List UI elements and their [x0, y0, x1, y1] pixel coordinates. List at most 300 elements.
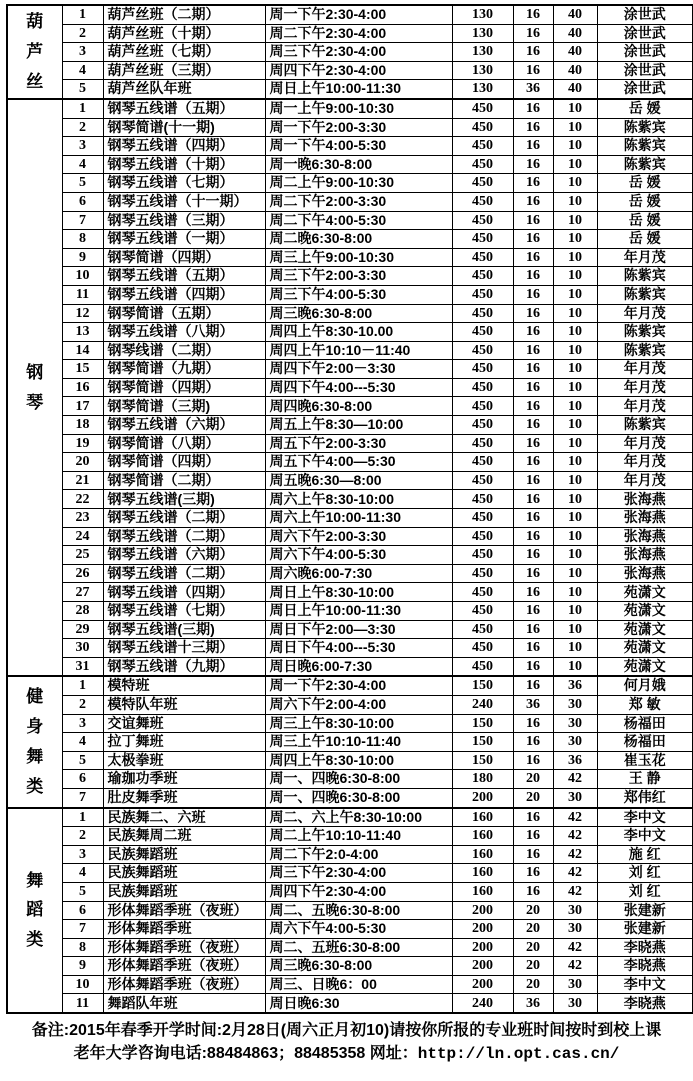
row-index-cell: 18 [62, 416, 103, 435]
row-index-cell: 4 [62, 155, 103, 174]
class-name-cell: 形体舞蹈季班 [103, 920, 265, 939]
class-name-cell: 形体舞蹈季班（夜班） [103, 901, 265, 920]
category-cell: 葫 芦 丝 [7, 5, 62, 99]
time-cell: 周一下午2:30-4:00 [265, 676, 452, 695]
table-row [7, 118, 693, 137]
time-cell: 周二上午10:10-11:40 [265, 827, 452, 846]
class-name-cell: 模特队年班 [103, 695, 265, 714]
time-cell: 周四上午10:10－11:40 [265, 341, 452, 360]
sessions-cell: 16 [513, 845, 553, 864]
fee-cell: 450 [452, 248, 513, 267]
capacity-cell: 42 [553, 882, 597, 901]
table-row [7, 80, 693, 99]
teacher-cell: 张建新 [597, 920, 693, 939]
table-row [7, 341, 693, 360]
row-index-cell: 12 [62, 304, 103, 323]
capacity-cell: 10 [553, 360, 597, 379]
fee-cell: 450 [452, 564, 513, 583]
fee-cell: 160 [452, 845, 513, 864]
sessions-cell: 16 [513, 285, 553, 304]
teacher-cell: 张建新 [597, 901, 693, 920]
fee-cell: 450 [452, 657, 513, 676]
sessions-cell: 20 [513, 920, 553, 939]
class-name-cell: 钢琴五线谱（八期） [103, 323, 265, 342]
table-row [7, 751, 693, 770]
teacher-cell: 陈紫宾 [597, 285, 693, 304]
sessions-cell: 16 [513, 583, 553, 602]
class-name-cell: 钢琴五线谱（三期） [103, 211, 265, 230]
row-index-cell: 4 [62, 733, 103, 752]
time-cell: 周二、五班6:30-8:00 [265, 938, 452, 957]
capacity-cell: 10 [553, 304, 597, 323]
teacher-cell: 年月茂 [597, 453, 693, 472]
row-index-cell: 3 [62, 137, 103, 156]
teacher-cell: 苑潇文 [597, 639, 693, 658]
class-name-cell: 模特班 [103, 676, 265, 695]
time-cell: 周一晚6:30-8:00 [265, 155, 452, 174]
class-name-cell: 瑜珈功季班 [103, 770, 265, 789]
teacher-cell: 涂世武 [597, 24, 693, 43]
table-row [7, 975, 693, 994]
fee-cell: 160 [452, 864, 513, 883]
row-index-cell: 3 [62, 845, 103, 864]
fee-cell: 150 [452, 733, 513, 752]
capacity-cell: 10 [553, 192, 597, 211]
class-name-cell: 民族舞蹈班 [103, 864, 265, 883]
row-index-cell: 15 [62, 360, 103, 379]
capacity-cell: 10 [553, 490, 597, 509]
time-cell: 周五下午4:00—5:30 [265, 453, 452, 472]
sessions-cell: 36 [513, 994, 553, 1013]
time-cell: 周日下午4:00---5:30 [265, 639, 452, 658]
time-cell: 周二下午2:0-4:00 [265, 845, 452, 864]
row-index-cell: 14 [62, 341, 103, 360]
class-name-cell: 钢琴简谱（四期） [103, 248, 265, 267]
table-row [7, 676, 693, 695]
teacher-cell: 陈紫宾 [597, 267, 693, 286]
row-index-cell: 11 [62, 994, 103, 1013]
row-index-cell: 2 [62, 827, 103, 846]
fee-cell: 450 [452, 378, 513, 397]
table-row [7, 285, 693, 304]
class-name-cell: 钢琴简谱（八期） [103, 434, 265, 453]
teacher-cell: 岳 媛 [597, 192, 693, 211]
time-cell: 周四晚6:30-8:00 [265, 397, 452, 416]
teacher-cell: 陈紫宾 [597, 341, 693, 360]
row-index-cell: 5 [62, 174, 103, 193]
teacher-cell: 张海燕 [597, 527, 693, 546]
time-cell: 周一、四晚6:30-8:00 [265, 770, 452, 789]
teacher-cell: 岳 媛 [597, 99, 693, 118]
sessions-cell: 16 [513, 639, 553, 658]
table-row [7, 657, 693, 676]
time-cell: 周二、六上午8:30-10:00 [265, 808, 452, 827]
school-website-link[interactable]: http://ln.opt.cas.cn/ [417, 1045, 620, 1064]
capacity-cell: 40 [553, 43, 597, 62]
fee-cell: 450 [452, 341, 513, 360]
table-row [7, 882, 693, 901]
teacher-cell: 崔玉花 [597, 751, 693, 770]
time-cell: 周六下午4:00-5:30 [265, 546, 452, 565]
class-name-cell: 钢琴五线谱（四期） [103, 583, 265, 602]
sessions-cell: 20 [513, 938, 553, 957]
row-index-cell: 6 [62, 901, 103, 920]
capacity-cell: 30 [553, 733, 597, 752]
table-row [7, 994, 693, 1013]
capacity-cell: 30 [553, 920, 597, 939]
teacher-cell: 苑潇文 [597, 583, 693, 602]
table-row [7, 360, 693, 379]
capacity-cell: 42 [553, 770, 597, 789]
sessions-cell: 16 [513, 5, 553, 24]
row-index-cell: 8 [62, 230, 103, 249]
table-row [7, 323, 693, 342]
time-cell: 周六上午10:00-11:30 [265, 509, 452, 528]
sessions-cell: 16 [513, 416, 553, 435]
capacity-cell: 10 [553, 527, 597, 546]
fee-cell: 450 [452, 527, 513, 546]
teacher-cell: 郑 敏 [597, 695, 693, 714]
time-cell: 周日下午2:00—3:30 [265, 620, 452, 639]
table-row [7, 471, 693, 490]
sessions-cell: 16 [513, 471, 553, 490]
fee-cell: 160 [452, 827, 513, 846]
class-name-cell: 钢琴五线谱（四期） [103, 137, 265, 156]
teacher-cell: 年月茂 [597, 248, 693, 267]
sessions-cell: 16 [513, 882, 553, 901]
table-row [7, 416, 693, 435]
fee-cell: 200 [452, 957, 513, 976]
row-index-cell: 6 [62, 192, 103, 211]
table-row [7, 230, 693, 249]
fee-cell: 450 [452, 118, 513, 137]
row-index-cell: 17 [62, 397, 103, 416]
fee-cell: 450 [452, 174, 513, 193]
capacity-cell: 10 [553, 471, 597, 490]
row-index-cell: 2 [62, 24, 103, 43]
capacity-cell: 10 [553, 99, 597, 118]
fee-cell: 130 [452, 61, 513, 80]
time-cell: 周二下午2:30-4:00 [265, 24, 452, 43]
time-cell: 周三下午2:30-4:00 [265, 43, 452, 62]
row-index-cell: 27 [62, 583, 103, 602]
time-cell: 周四下午2:30-4:00 [265, 882, 452, 901]
capacity-cell: 10 [553, 230, 597, 249]
sessions-cell: 16 [513, 211, 553, 230]
time-cell: 周日晚6:00-7:30 [265, 657, 452, 676]
row-index-cell: 5 [62, 751, 103, 770]
table-row [7, 61, 693, 80]
schedule-table-body [7, 5, 693, 1013]
sessions-cell: 16 [513, 304, 553, 323]
teacher-cell: 施 红 [597, 845, 693, 864]
fee-cell: 150 [452, 676, 513, 695]
class-name-cell: 钢琴五线谱（二期） [103, 527, 265, 546]
row-index-cell: 4 [62, 864, 103, 883]
teacher-cell: 陈紫宾 [597, 323, 693, 342]
teacher-cell: 年月茂 [597, 304, 693, 323]
table-row [7, 43, 693, 62]
row-index-cell: 22 [62, 490, 103, 509]
teacher-cell: 涂世武 [597, 80, 693, 99]
teacher-cell: 年月茂 [597, 378, 693, 397]
row-index-cell: 28 [62, 602, 103, 621]
class-name-cell: 钢琴简谱（五期） [103, 304, 265, 323]
class-name-cell: 钢琴五线谱（二期） [103, 509, 265, 528]
class-name-cell: 葫芦丝队年班 [103, 80, 265, 99]
table-row [7, 397, 693, 416]
capacity-cell: 10 [553, 453, 597, 472]
time-cell: 周三下午2:00-3:30 [265, 267, 452, 286]
time-cell: 周一下午2:30-4:00 [265, 5, 452, 24]
table-row [7, 639, 693, 658]
time-cell: 周一、四晚6:30-8:00 [265, 788, 452, 807]
time-cell: 周六下午4:00-5:30 [265, 920, 452, 939]
class-name-cell: 民族舞蹈班 [103, 845, 265, 864]
teacher-cell: 刘 红 [597, 882, 693, 901]
capacity-cell: 40 [553, 24, 597, 43]
capacity-cell: 36 [553, 676, 597, 695]
table-row [7, 583, 693, 602]
sessions-cell: 16 [513, 864, 553, 883]
fee-cell: 130 [452, 24, 513, 43]
fee-cell: 130 [452, 80, 513, 99]
sessions-cell: 16 [513, 397, 553, 416]
fee-cell: 130 [452, 5, 513, 24]
sessions-cell: 16 [513, 527, 553, 546]
sessions-cell: 16 [513, 751, 553, 770]
class-name-cell: 钢琴五线谱（五期） [103, 267, 265, 286]
teacher-cell: 陈紫宾 [597, 155, 693, 174]
time-cell: 周二晚6:30-8:00 [265, 230, 452, 249]
fee-cell: 450 [452, 397, 513, 416]
class-name-cell: 钢琴简谱（四期） [103, 378, 265, 397]
time-cell: 周五上午8:30—10:00 [265, 416, 452, 435]
time-cell: 周六下午2:00-4:00 [265, 695, 452, 714]
capacity-cell: 10 [553, 341, 597, 360]
capacity-cell: 10 [553, 639, 597, 658]
time-cell: 周三晚6:30-8:00 [265, 304, 452, 323]
capacity-cell: 10 [553, 657, 597, 676]
table-row [7, 788, 693, 807]
fee-cell: 180 [452, 770, 513, 789]
row-index-cell: 29 [62, 620, 103, 639]
capacity-cell: 10 [553, 509, 597, 528]
fee-cell: 450 [452, 434, 513, 453]
capacity-cell: 42 [553, 808, 597, 827]
class-name-cell: 葫芦丝班（十期） [103, 24, 265, 43]
fee-cell: 450 [452, 285, 513, 304]
class-name-cell: 钢琴简谱（三期) [103, 397, 265, 416]
time-cell: 周三上午8:30-10:00 [265, 714, 452, 733]
time-cell: 周三上午10:10-11:40 [265, 733, 452, 752]
teacher-cell: 陈紫宾 [597, 416, 693, 435]
fee-cell: 450 [452, 471, 513, 490]
fee-cell: 450 [452, 620, 513, 639]
class-name-cell: 舞蹈队年班 [103, 994, 265, 1013]
teacher-cell: 涂世武 [597, 43, 693, 62]
table-row [7, 304, 693, 323]
capacity-cell: 10 [553, 416, 597, 435]
class-name-cell: 钢琴简谱（二期） [103, 471, 265, 490]
class-name-cell: 形体舞蹈季班（夜班） [103, 975, 265, 994]
capacity-cell: 30 [553, 714, 597, 733]
sessions-cell: 16 [513, 657, 553, 676]
row-index-cell: 8 [62, 938, 103, 957]
course-schedule-table [6, 4, 693, 1014]
fee-cell: 200 [452, 975, 513, 994]
capacity-cell: 30 [553, 695, 597, 714]
row-index-cell: 9 [62, 957, 103, 976]
class-name-cell: 钢琴线谱（二期） [103, 341, 265, 360]
fee-cell: 450 [452, 192, 513, 211]
class-name-cell: 钢琴五线谱十三期） [103, 639, 265, 658]
time-cell: 周三、日晚6：00 [265, 975, 452, 994]
row-index-cell: 24 [62, 527, 103, 546]
fee-cell: 450 [452, 416, 513, 435]
class-name-cell: 钢琴五线谱（四期） [103, 285, 265, 304]
class-name-cell: 钢琴简谱（九期） [103, 360, 265, 379]
row-index-cell: 10 [62, 975, 103, 994]
time-cell: 周四下午2:00－3:30 [265, 360, 452, 379]
class-name-cell: 民族舞周二班 [103, 827, 265, 846]
capacity-cell: 30 [553, 901, 597, 920]
teacher-cell: 岳 媛 [597, 174, 693, 193]
table-row [7, 564, 693, 583]
fee-cell: 450 [452, 137, 513, 156]
teacher-cell: 张海燕 [597, 490, 693, 509]
class-name-cell: 葫芦丝班（二期） [103, 5, 265, 24]
sessions-cell: 16 [513, 733, 553, 752]
sessions-cell: 16 [513, 564, 553, 583]
sessions-cell: 16 [513, 490, 553, 509]
class-name-cell: 钢琴五线谱（七期） [103, 602, 265, 621]
table-row [7, 695, 693, 714]
time-cell: 周三下午2:30-4:00 [265, 864, 452, 883]
time-cell: 周四下午4:00---5:30 [265, 378, 452, 397]
fee-cell: 240 [452, 695, 513, 714]
fee-cell: 450 [452, 211, 513, 230]
row-index-cell: 26 [62, 564, 103, 583]
sessions-cell: 16 [513, 323, 553, 342]
time-cell: 周四下午2:30-4:00 [265, 61, 452, 80]
class-name-cell: 拉丁舞班 [103, 733, 265, 752]
table-row [7, 99, 693, 118]
class-name-cell: 钢琴五线谱（十期） [103, 155, 265, 174]
fee-cell: 450 [452, 230, 513, 249]
row-index-cell: 5 [62, 882, 103, 901]
time-cell: 周四上午8:30-10:00 [265, 751, 452, 770]
sessions-cell: 16 [513, 602, 553, 621]
teacher-cell: 李晓燕 [597, 938, 693, 957]
sessions-cell: 36 [513, 80, 553, 99]
class-name-cell: 形体舞蹈季班（夜班） [103, 957, 265, 976]
table-row [7, 827, 693, 846]
teacher-cell: 年月茂 [597, 434, 693, 453]
teacher-cell: 郑伟红 [597, 788, 693, 807]
table-row [7, 938, 693, 957]
sessions-cell: 36 [513, 695, 553, 714]
sessions-cell: 16 [513, 714, 553, 733]
capacity-cell: 10 [553, 137, 597, 156]
class-name-cell: 钢琴五线谱（七期） [103, 174, 265, 193]
fee-cell: 450 [452, 323, 513, 342]
sessions-cell: 16 [513, 509, 553, 528]
teacher-cell: 涂世武 [597, 5, 693, 24]
class-name-cell: 肚皮舞季班 [103, 788, 265, 807]
teacher-cell: 李中文 [597, 808, 693, 827]
row-index-cell: 4 [62, 61, 103, 80]
time-cell: 周一下午4:00-5:30 [265, 137, 452, 156]
teacher-cell: 张海燕 [597, 564, 693, 583]
capacity-cell: 42 [553, 845, 597, 864]
row-index-cell: 23 [62, 509, 103, 528]
row-index-cell: 1 [62, 676, 103, 695]
fee-cell: 130 [452, 43, 513, 62]
time-cell: 周二下午4:00-5:30 [265, 211, 452, 230]
footer-notes [0, 1019, 693, 1066]
fee-cell: 450 [452, 304, 513, 323]
row-index-cell: 31 [62, 657, 103, 676]
class-name-cell: 钢琴五线谱（六期） [103, 546, 265, 565]
footer-note-line: 备注:2015年春季开学时间:2月28日(周六正月初10)请按你所报的专业班时间按时到校上课 [31, 1022, 662, 1040]
sessions-cell: 16 [513, 341, 553, 360]
time-cell: 周二上午9:00-10:30 [265, 174, 452, 193]
teacher-cell: 岳 媛 [597, 230, 693, 249]
class-name-cell: 钢琴简谱(十一期) [103, 118, 265, 137]
table-row [7, 714, 693, 733]
row-index-cell: 7 [62, 788, 103, 807]
footer-contact-line [0, 1042, 693, 1066]
time-cell: 周日上午8:30-10:00 [265, 583, 452, 602]
capacity-cell: 10 [553, 155, 597, 174]
fee-cell: 450 [452, 490, 513, 509]
time-cell: 周二、五晚6:30-8:00 [265, 901, 452, 920]
capacity-cell: 36 [553, 751, 597, 770]
time-cell: 周日上午10:00-11:30 [265, 602, 452, 621]
row-index-cell: 21 [62, 471, 103, 490]
capacity-cell: 10 [553, 546, 597, 565]
row-index-cell: 2 [62, 118, 103, 137]
table-row [7, 490, 693, 509]
time-cell: 周五晚6:30—8:00 [265, 471, 452, 490]
footer-contact-text: 老年大学咨询电话:88484863；88485358 网址： [73, 1045, 418, 1063]
time-cell: 周六上午8:30-10:00 [265, 490, 452, 509]
teacher-cell: 苑潇文 [597, 602, 693, 621]
table-row [7, 137, 693, 156]
teacher-cell: 陈紫宾 [597, 118, 693, 137]
time-cell: 周日晚6:30 [265, 994, 452, 1013]
teacher-cell: 李中文 [597, 975, 693, 994]
capacity-cell: 30 [553, 994, 597, 1013]
table-row [7, 845, 693, 864]
sessions-cell: 16 [513, 230, 553, 249]
teacher-cell: 李晓燕 [597, 957, 693, 976]
fee-cell: 200 [452, 901, 513, 920]
fee-cell: 150 [452, 751, 513, 770]
class-name-cell: 民族舞蹈班 [103, 882, 265, 901]
table-row [7, 24, 693, 43]
capacity-cell: 10 [553, 602, 597, 621]
table-row [7, 5, 693, 24]
sessions-cell: 16 [513, 99, 553, 118]
teacher-cell: 张海燕 [597, 509, 693, 528]
capacity-cell: 10 [553, 267, 597, 286]
fee-cell: 150 [452, 714, 513, 733]
class-name-cell: 钢琴五线谱（二期） [103, 564, 265, 583]
time-cell: 周二下午2:00-3:30 [265, 192, 452, 211]
capacity-cell: 40 [553, 61, 597, 80]
